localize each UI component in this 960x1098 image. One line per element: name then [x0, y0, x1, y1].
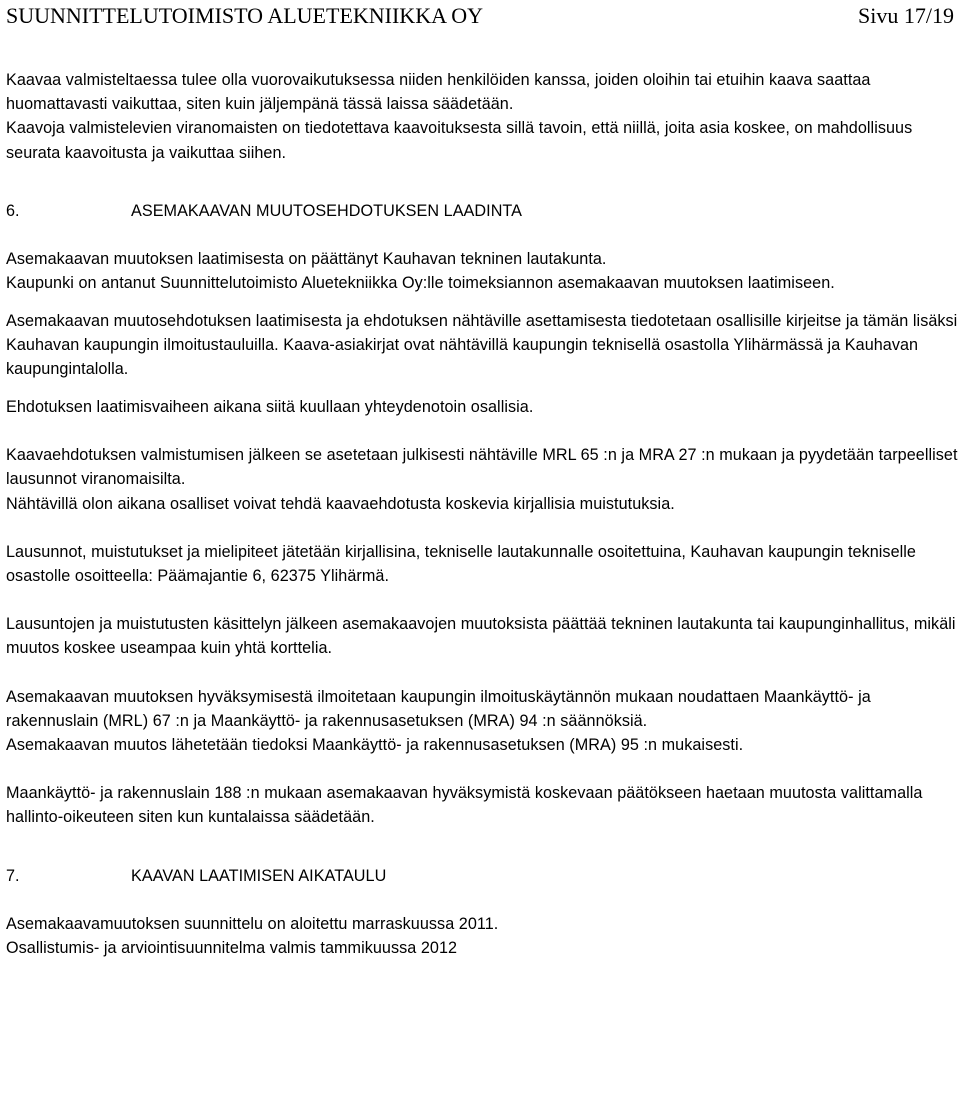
- section-7-title: KAAVAN LAATIMISEN AIKATAULU: [131, 866, 387, 885]
- paragraph-public-display: Kaavaehdotuksen valmistumisen jälkeen se asetetaan julkisesti nähtäville MRL 65 :n ja MRA 27 :n mukaan ja pyydetään tarpeelliset lausunnot viranomaisilta. Nähtävillä olon aikana osalliset voivat tehdä kaavaehdotusta koskevia kirjallisia muistutuksia.: [6, 446, 958, 513]
- intro-paragraph: Kaavaa valmisteltaessa tulee olla vuorovaikutuksessa niiden henkilöiden kanssa, joiden oloihin tai etuihin kaava saattaa huomattavasti vaikuttaa, siten kuin jäljempänä tässä laissa säädetään. Kaavoja valmistelevien viranomaisten on tiedotettava kaavoituksesta sillä tavoin, että niillä, joita asia koskee, on mahdollisuus seurata kaavoitusta ja vaikuttaa siihen.: [6, 71, 913, 162]
- section-7-heading: [6, 864, 958, 888]
- paragraph-public-notice: Asemakaavan muutosehdotuksen laatimisesta ja ehdotuksen nähtäville asettamisesta tiedotetaan osallisille kirjeitse ja tämän lisäksi Kauhavan kaupungin ilmoitustauluilla. Kaava-asiakirjat ovat nähtävillä kaupungin teknisellä osastolla Ylihärmässä ja Kauhavan kaupungintalolla.: [6, 311, 958, 379]
- paragraph-appeal: Maankäyttö- ja rakennuslain 188 :n mukaan asemakaavan hyväksymistä koskevaan päätökseen haetaan muutosta valittamalla hallinto-oikeuteen siten kun kuntalaissa säädetään.: [6, 784, 923, 827]
- section-7-number: 7.: [6, 866, 20, 885]
- page-number: Sivu 17/19: [858, 3, 954, 28]
- company-name: SUUNNITTELUTOIMISTO ALUETEKNIIKKA OY: [6, 3, 484, 28]
- paragraph-schedule: Asemakaavamuutoksen suunnittelu on aloitettu marraskuussa 2011. Osallistumis- ja arviointisuunnitelma valmis tammikuussa 2012: [6, 914, 499, 958]
- section-6-number: 6.: [6, 201, 20, 220]
- paragraph-preparation-decision: Asemakaavan muutoksen laatimisesta on päättänyt Kauhavan tekninen lautakunta. Kaupunki on antanut Suunnittelutoimisto Aluetekniikka Oy:lle toimeksiannon asemakaavan muutoksen laatimiseen.: [6, 250, 835, 293]
- section-6-heading: [6, 199, 958, 223]
- paragraph-statements: Lausunnot, muistutukset ja mielipiteet jätetään kirjallisina, tekniselle lautakunnalle osoitettuina, Kauhavan kaupungin tekniselle osastolle osoitteella: Päämajantie 6, 62375 Ylihärmä.: [6, 542, 916, 586]
- document-body: [6, 68, 958, 960]
- paragraph-consultation: Ehdotuksen laatimisvaiheen aikana siitä kuullaan yhteydenotoin osallisia.: [6, 398, 534, 417]
- paragraph-approval-notice: Asemakaavan muutoksen hyväksymisestä ilmoitetaan kaupungin ilmoituskäytännön mukaan noudattaen Maankäyttö- ja rakennuslain (MRL) 67 :n ja Maankäyttö- ja rakennusasetuksen (MRA) 94 :n säännöksiä. Asemakaavan muutos lähetetään tiedoksi Maankäyttö- ja rakennusasetuksen (MRA) 95 :n mukaisesti.: [6, 687, 871, 755]
- paragraph-decision: Lausuntojen ja muistutusten käsittelyn jälkeen asemakaavojen muutoksista päättää tekninen lautakunta tai kaupunginhallitus, mikäli muutos koskee useampaa kuin yhtä korttelia.: [6, 615, 956, 658]
- page-header: [6, 2, 954, 32]
- section-6-title: ASEMAKAAVAN MUUTOSEHDOTUKSEN LAADINTA: [131, 201, 523, 220]
